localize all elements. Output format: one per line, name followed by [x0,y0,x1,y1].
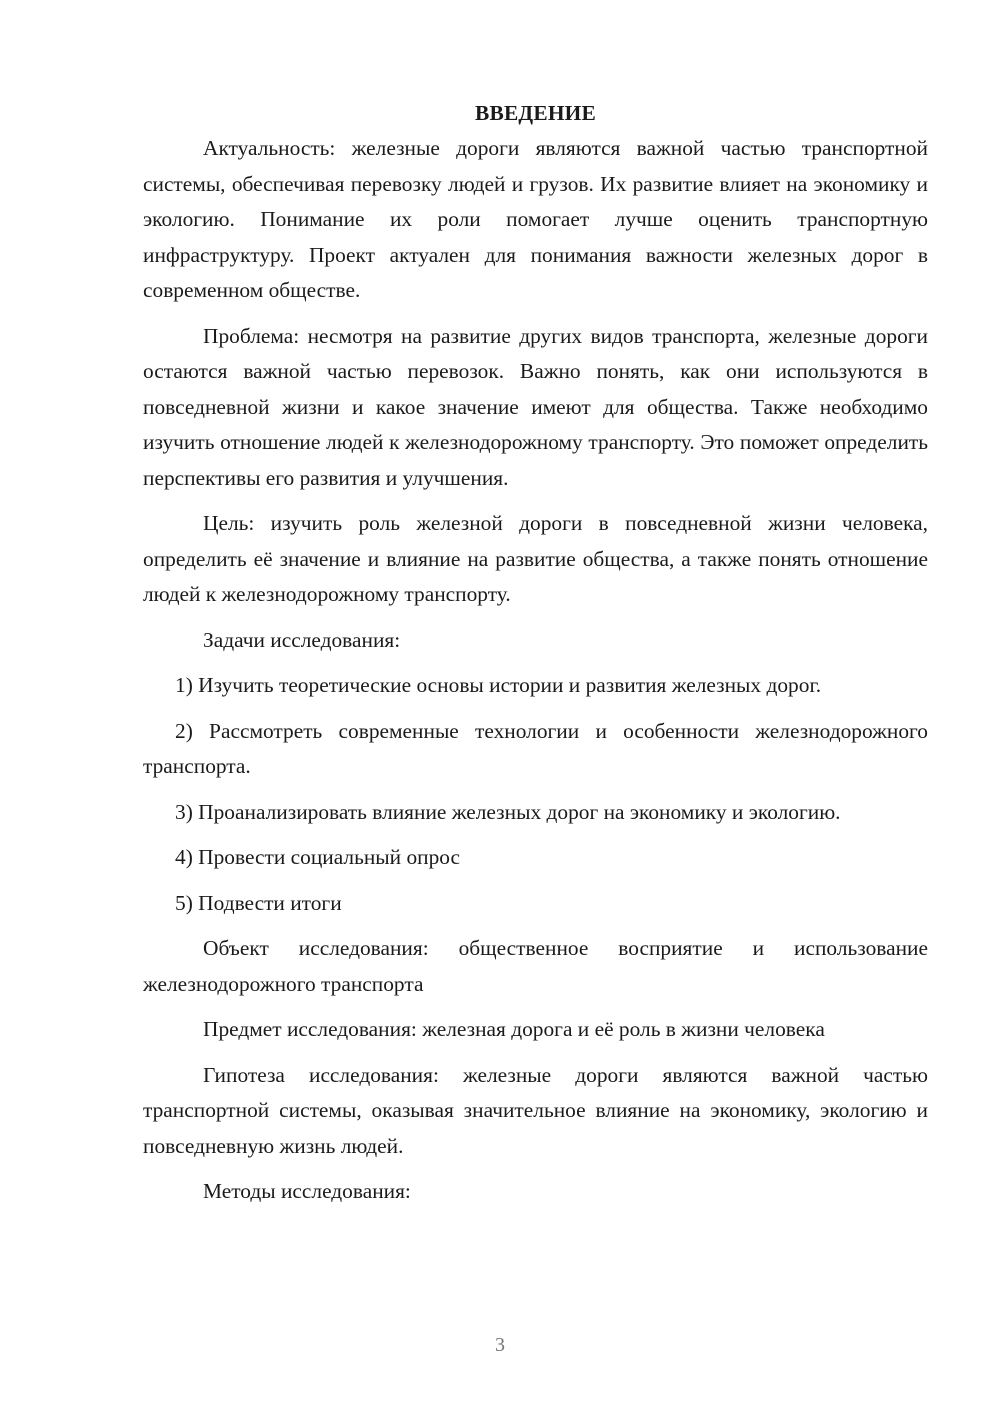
paragraph-subject: Предмет исследования: железная дорога и её роль в жизни человека [203,1017,825,1041]
task-item-1: 1) Изучить теоретические основы истории и развития железных дорог. [175,673,822,697]
paragraph-methods: Методы исследования: [203,1179,411,1203]
task-item-2: 2) Рассмотреть современные технологии и особенности железнодорожного транспорта. [143,718,928,778]
paragraph-tasks-heading: Задачи исследования: [203,627,401,652]
paragraph-relevance: Актуальность: железные дороги являются важной частью транспортной системы, обеспечивая перевозку людей и грузов. Их развитие влияет на экономику и экологию. Понимание их роли помогает лучше оценить транспортную инфраструктуру. Проект актуален для понимания важности железных дорог в современном обществе. [143,136,928,302]
paragraph-problem: Проблема: несмотря на развитие других видов транспорта, железные дороги остаются важной частью перевозок. Важно понять, как они используются в повседневной жизни и какое значение имеют для общества. Также необходимо изучить отношение людей к железнодорожному транспорту. Это поможет определить перспективы его развития и улучшения. [143,323,928,490]
task-item-5: 5) Подвести итоги [175,890,342,915]
paragraph-goal: Цель: изучить роль железной дороги в повседневной жизни человека, определить её значение и влияние на развитие общества, а также понять отношение людей к железнодорожному транспорту. [143,511,928,606]
paragraph-hypothesis: Гипотеза исследования: железные дороги являются важной частью транспортной системы, оказывая значительное влияние на экономику, экологию и повседневную жизнь людей. [143,1062,928,1158]
document-page [143,96,928,1220]
paragraph-object: Объект исследования: общественное восприятие и использование железнодорожного транспорта [143,936,928,996]
page-number: 3 [495,1334,505,1356]
task-item-4: 4) Провести социальный опрос [175,845,461,869]
task-item-3: 3) Проанализировать влияние железных дорог на экономику и экологию. [175,799,841,824]
section-title: ВВЕДЕНИЕ [475,101,596,125]
